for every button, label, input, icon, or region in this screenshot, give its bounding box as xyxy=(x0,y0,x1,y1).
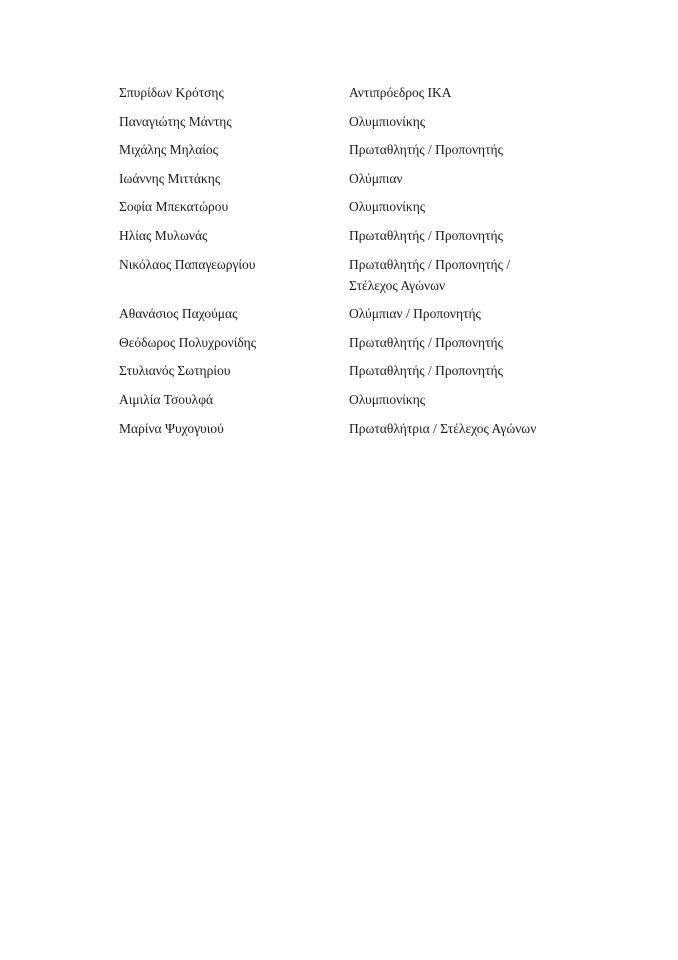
list-item xyxy=(119,82,589,103)
member-list xyxy=(119,82,589,446)
member-role: Πρωταθλητής / Προπονητής xyxy=(349,334,503,350)
member-name: Ηλίας Μυλωνάς xyxy=(119,227,208,243)
member-role: Πρωταθλήτρια / Στέλεχος Αγώνων xyxy=(349,420,537,436)
list-item xyxy=(119,360,589,381)
member-name: Παναγιώτης Μάντης xyxy=(119,113,232,129)
member-name: Μαρίνα Ψυχογυιού xyxy=(119,420,224,436)
member-name: Αιμιλία Τσουλφά xyxy=(119,391,214,407)
member-name: Νικόλαος Παπαγεωργίου xyxy=(119,256,256,272)
member-name: Ιωάννης Μιττάκης xyxy=(119,170,221,186)
list-item xyxy=(119,254,589,296)
member-name: Αθανάσιος Παχούμας xyxy=(119,306,238,322)
list-item xyxy=(119,111,589,132)
list-item xyxy=(119,225,589,246)
member-name: Σπυρίδων Κρότσης xyxy=(119,85,224,100)
member-role: Ολυμπιονίκης xyxy=(349,199,426,215)
list-item xyxy=(119,418,589,439)
member-role: Αντιπρόεδρος ΙΚΑ xyxy=(349,85,452,100)
list-item xyxy=(119,196,589,217)
member-role: Ολυμπιονίκης xyxy=(349,391,426,407)
member-name: Θεόδωρος Πολυχρονίδης xyxy=(119,334,257,350)
member-name: Μιχάλης Μηλαίος xyxy=(119,142,219,158)
member-role: Πρωταθλητής / Προπονητής xyxy=(349,363,503,379)
member-name: Στυλιανός Σωτηρίου xyxy=(119,363,231,379)
member-role: Ολύμπιαν xyxy=(349,170,403,186)
list-item xyxy=(119,303,589,324)
member-role: Πρωταθλητής / Προπονητής xyxy=(349,142,503,158)
member-role: Ολυμπιονίκης xyxy=(349,113,426,129)
member-role: Ολύμπιαν / Προπονητής xyxy=(349,306,481,322)
member-role: Πρωταθλητής / Προπονητής / Στέλεχος Αγώνων xyxy=(349,256,511,293)
member-name: Σοφία Μπεκατώρου xyxy=(119,199,229,215)
list-item xyxy=(119,389,589,410)
member-role: Πρωταθλητής / Προπονητής xyxy=(349,227,503,243)
list-item xyxy=(119,139,589,160)
list-item xyxy=(119,332,589,353)
list-item xyxy=(119,168,589,189)
